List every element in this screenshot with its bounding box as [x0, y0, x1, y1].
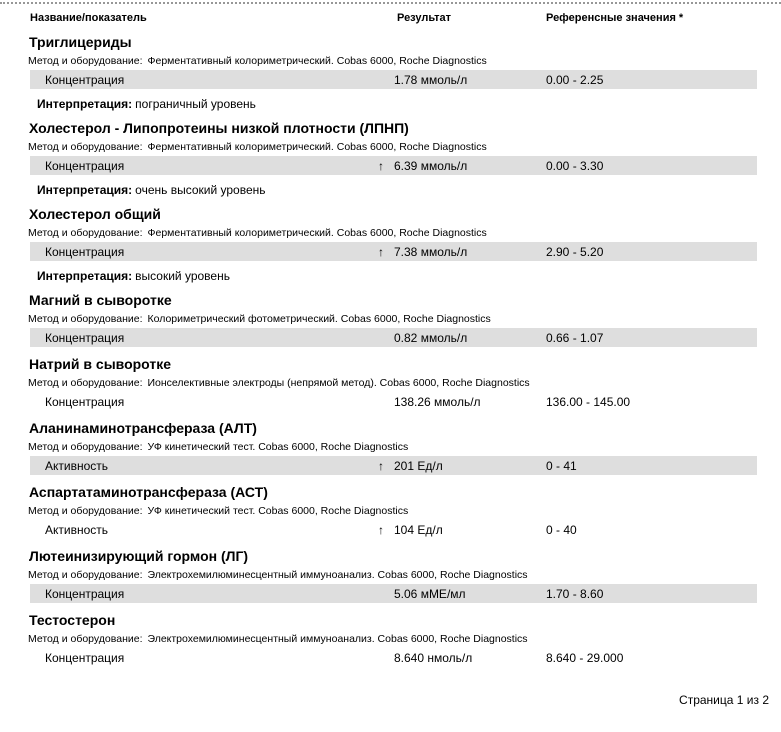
test-title: Холестерол общий [29, 206, 161, 222]
test-title: Аспартатаминотрансфераза (АСТ) [29, 484, 268, 500]
method-text: Ферментативный колориметрический. Cobas 6000, Roche Diagnostics [147, 227, 487, 239]
method-label: Метод и оборудование: [28, 55, 143, 67]
method-line [28, 378, 781, 389]
method-label: Метод и оборудование: [28, 227, 143, 239]
result-value: 138.26 ммоль/л [394, 394, 481, 409]
interpretation-text: высокий уровень [135, 269, 230, 283]
result-row [30, 156, 757, 175]
method-text: Ферментативный колориметрический. Cobas 6000, Roche Diagnostics [147, 55, 487, 67]
reference-range: 0.00 - 3.30 [546, 158, 604, 173]
page-top-dotted-divider [0, 2, 781, 4]
method-label: Метод и оборудование: [28, 633, 143, 645]
interpretation-label: Интерпретация: [37, 97, 133, 111]
test-section [0, 613, 781, 667]
reference-range: 0.66 - 1.07 [546, 330, 604, 345]
test-title: Тестостерон [29, 612, 116, 628]
result-value: 1.78 ммоль/л [394, 72, 468, 87]
reference-range: 0.00 - 2.25 [546, 72, 604, 87]
high-value-arrow-icon: ↑ [378, 244, 384, 259]
result-row [30, 328, 757, 347]
interpretation-line [37, 97, 781, 111]
method-line [28, 56, 781, 67]
high-value-arrow-icon: ↑ [378, 522, 384, 537]
method-label: Метод и оборудование: [28, 313, 143, 325]
method-line [28, 634, 781, 645]
method-text: УФ кинетический тест. Cobas 6000, Roche Diagnostics [147, 441, 409, 453]
method-text: Электрохемилюминесцентный иммуноанализ. Cobas 6000, Roche Diagnostics [147, 633, 528, 645]
result-row [30, 584, 757, 603]
reference-range: 1.70 - 8.60 [546, 586, 604, 601]
method-text: Ионселективные электроды (непрямой метод). Cobas 6000, Roche Diagnostics [147, 377, 530, 389]
method-label: Метод и оборудование: [28, 505, 143, 517]
result-value: 7.38 ммоль/л [394, 244, 468, 259]
parameter-name: Концентрация [45, 158, 125, 173]
parameter-name: Концентрация [45, 650, 125, 665]
result-value: 104 Ед/л [394, 522, 443, 537]
column-header-reference: Референсные значения * [546, 12, 684, 24]
test-section [0, 549, 781, 603]
method-line [28, 314, 781, 325]
parameter-name: Активность [45, 522, 109, 537]
test-sections-container [0, 35, 781, 667]
result-row [30, 392, 757, 411]
high-value-arrow-icon: ↑ [378, 158, 384, 173]
method-line [28, 228, 781, 239]
test-title: Холестерол - Липопротеины низкой плотности (ЛПНП) [29, 120, 409, 136]
page-footer [0, 693, 781, 707]
result-row [30, 520, 757, 539]
result-cell [378, 523, 546, 537]
result-cell [378, 395, 546, 409]
method-text: Электрохемилюминесцентный иммуноанализ. Cobas 6000, Roche Diagnostics [147, 569, 528, 581]
result-row [30, 70, 757, 89]
result-cell [378, 459, 546, 473]
method-line [28, 506, 781, 517]
method-label: Метод и оборудование: [28, 377, 143, 389]
method-line [28, 442, 781, 453]
test-title: Аланинаминотрансфераза (АЛТ) [29, 420, 257, 436]
method-line [28, 570, 781, 581]
parameter-name: Концентрация [45, 72, 125, 87]
method-text: Ферментативный колориметрический. Cobas 6000, Roche Diagnostics [147, 141, 487, 153]
result-value: 5.06 мМЕ/мл [394, 586, 466, 601]
column-header-name: Название/показатель [30, 12, 147, 24]
result-row [30, 648, 757, 667]
result-cell [378, 245, 546, 259]
test-title: Магний в сыворотке [29, 292, 172, 308]
reference-range: 0 - 41 [546, 458, 577, 473]
result-cell [378, 73, 546, 87]
result-value: 201 Ед/л [394, 458, 443, 473]
method-line [28, 142, 781, 153]
test-section [0, 421, 781, 475]
column-header-result: Результат [397, 12, 452, 24]
test-title: Натрий в сыворотке [29, 356, 172, 372]
result-row [30, 242, 757, 261]
test-title: Лютеинизирующий гормон (ЛГ) [29, 548, 249, 564]
test-section [0, 121, 781, 197]
result-value: 8.640 нмоль/л [394, 650, 473, 665]
result-cell [378, 587, 546, 601]
parameter-name: Концентрация [45, 244, 125, 259]
parameter-name: Концентрация [45, 586, 125, 601]
method-label: Метод и оборудование: [28, 441, 143, 453]
high-value-arrow-icon: ↑ [378, 458, 384, 473]
test-section [0, 207, 781, 283]
parameter-name: Концентрация [45, 394, 125, 409]
test-section [0, 357, 781, 411]
interpretation-text: пограничный уровень [135, 97, 256, 111]
interpretation-label: Интерпретация: [37, 183, 133, 197]
reference-range: 2.90 - 5.20 [546, 244, 604, 259]
method-label: Метод и оборудование: [28, 569, 143, 581]
reference-range: 8.640 - 29.000 [546, 650, 624, 665]
reference-range: 136.00 - 145.00 [546, 394, 631, 409]
interpretation-line [37, 269, 781, 283]
result-value: 6.39 ммоль/л [394, 158, 468, 173]
test-section [0, 485, 781, 539]
parameter-name: Активность [45, 458, 109, 473]
parameter-name: Концентрация [45, 330, 125, 345]
test-section [0, 293, 781, 347]
method-text: Колориметрический фотометрический. Cobas 6000, Roche Diagnostics [147, 313, 491, 325]
result-cell [378, 651, 546, 665]
result-value: 0.82 ммоль/л [394, 330, 468, 345]
result-cell [378, 159, 546, 173]
table-header [30, 12, 781, 25]
interpretation-line [37, 183, 781, 197]
result-row [30, 456, 757, 475]
page-number: Страница 1 из 2 [679, 693, 769, 707]
method-text: УФ кинетический тест. Cobas 6000, Roche Diagnostics [147, 505, 409, 517]
interpretation-text: очень высокий уровень [135, 183, 266, 197]
method-label: Метод и оборудование: [28, 141, 143, 153]
test-section [0, 35, 781, 111]
reference-range: 0 - 40 [546, 522, 577, 537]
test-title: Триглицериды [29, 34, 132, 50]
result-cell [378, 331, 546, 345]
interpretation-label: Интерпретация: [37, 269, 133, 283]
